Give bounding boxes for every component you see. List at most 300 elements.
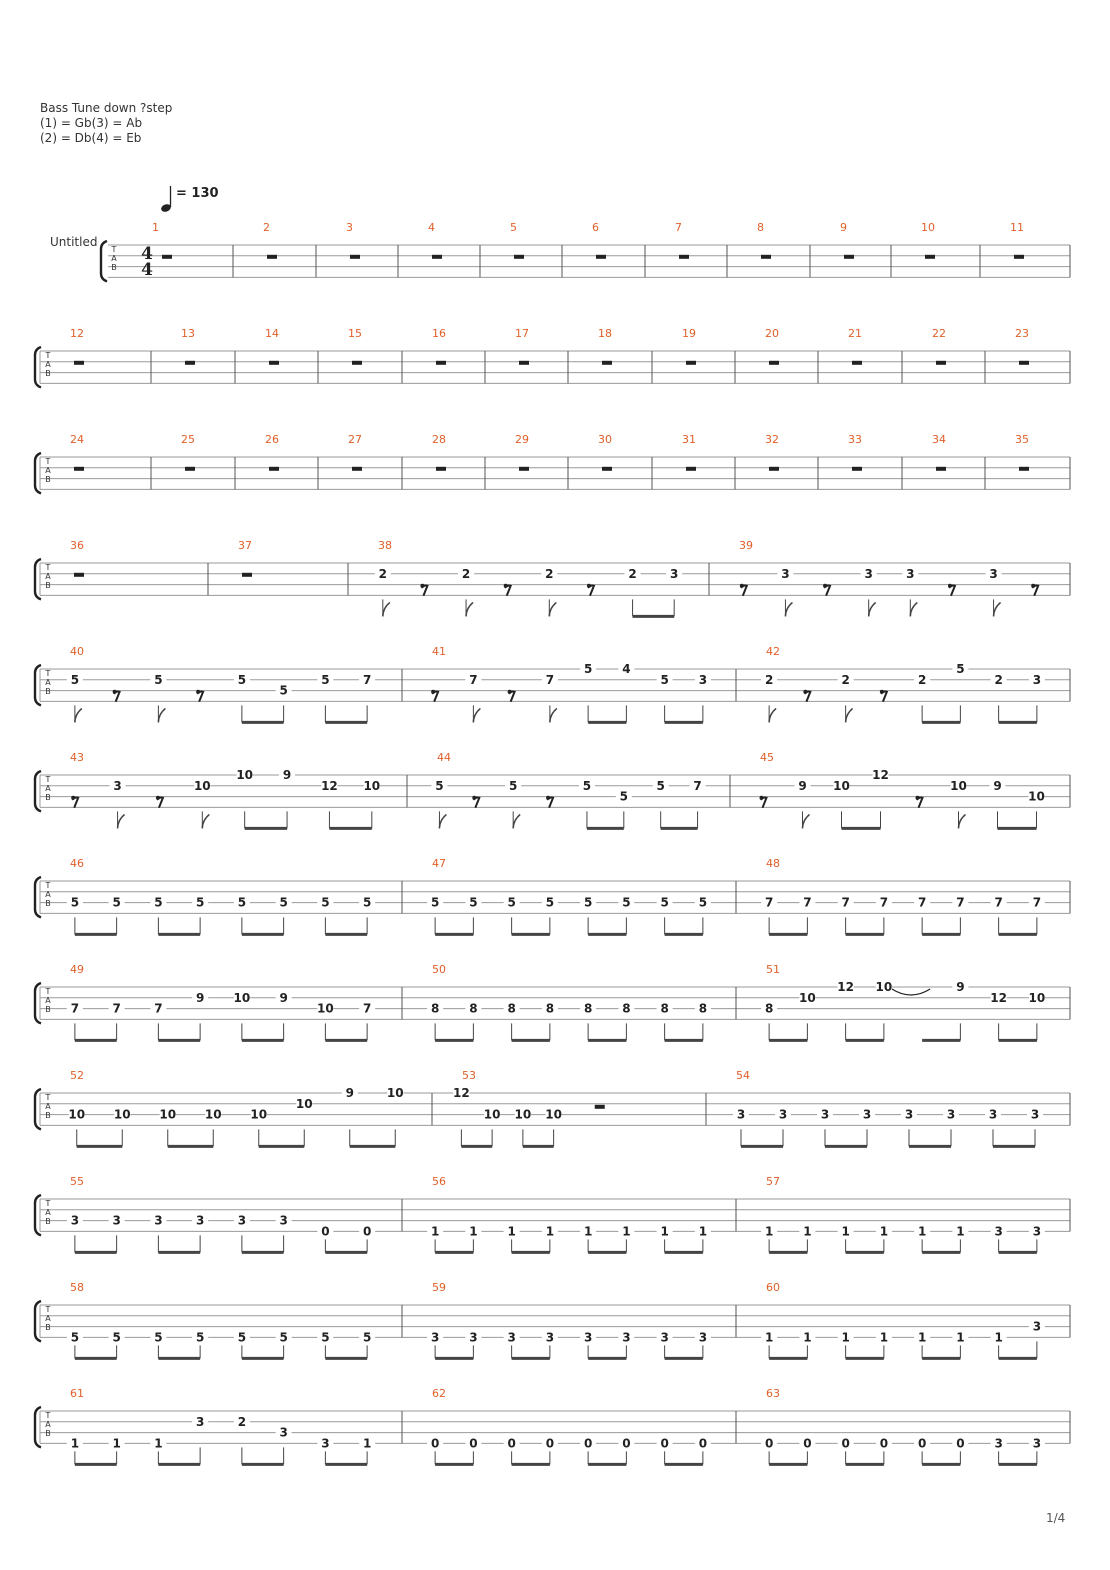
fret-number: 0: [507, 1436, 516, 1451]
fret-number: 3: [994, 1224, 1003, 1239]
fret-number: 2: [841, 672, 850, 687]
fret-number: 3: [778, 1107, 788, 1122]
measure-number: 58: [70, 1281, 84, 1294]
fret-number: 7: [362, 1001, 372, 1016]
eighth-rest-dot: [587, 584, 591, 588]
fret-number: 3: [660, 1330, 669, 1345]
note-flag: [513, 814, 520, 828]
fret-number: 5: [656, 778, 665, 793]
fret-number: 5: [154, 895, 163, 910]
fret-number: 3: [430, 1330, 440, 1345]
whole-rest: [432, 255, 442, 259]
tempo-value: = 130: [176, 186, 219, 201]
measure-number: 53: [462, 1069, 476, 1082]
tab-clef-letter: T: [45, 563, 51, 572]
fret-number: 10: [386, 1086, 404, 1100]
fret-number: 7: [917, 895, 927, 910]
eighth-rest-dot: [420, 584, 424, 588]
fret-number: 5: [698, 895, 708, 910]
eighth-rest-dot: [196, 690, 200, 694]
measure: [848, 433, 862, 471]
fret-number: 3: [781, 566, 790, 581]
measure-number: 33: [848, 433, 862, 446]
tie-arc: [892, 989, 930, 995]
page-number: 1/4: [1046, 1511, 1066, 1525]
measure-number: 7: [675, 221, 682, 234]
fret-number: 5: [154, 672, 163, 687]
note-flag: [118, 814, 125, 828]
measure-number: 34: [932, 433, 946, 446]
measure: [70, 539, 84, 577]
measure-number: 12: [70, 327, 84, 340]
measure: [67, 963, 375, 1040]
measure-number: 23: [1015, 327, 1029, 340]
measure-number: 9: [840, 221, 847, 234]
fret-number: 1: [803, 1224, 812, 1239]
fret-number: 10: [193, 778, 211, 793]
system-bracket: [101, 241, 107, 281]
measure-number: 30: [598, 433, 612, 446]
note-flag: [550, 708, 557, 722]
fret-number: 3: [862, 1107, 872, 1122]
fret-number: 0: [469, 1436, 478, 1451]
fret-number: 10: [833, 778, 850, 793]
fret-number: 5: [660, 895, 669, 910]
tab-clef-letter: A: [45, 1208, 51, 1217]
whole-rest: [352, 467, 362, 471]
fret-number: 3: [1032, 1436, 1042, 1451]
measure: [265, 327, 279, 365]
measure: [921, 221, 935, 259]
fret-number: 9: [195, 990, 205, 1005]
tab-clef-letter: T: [45, 1305, 51, 1314]
fret-number: 2: [917, 672, 927, 687]
measure: [181, 327, 195, 365]
tab-clef-letter: A: [45, 1314, 51, 1323]
measure: [427, 857, 711, 934]
fret-number: 3: [195, 1414, 205, 1429]
tab-clef-letter: A: [45, 466, 51, 475]
fret-number: 3: [469, 1330, 478, 1345]
fret-number: 5: [545, 895, 555, 910]
measure: [675, 221, 689, 259]
measure-number: 22: [932, 327, 946, 340]
fret-number: 8: [764, 1001, 774, 1016]
fret-number: 5: [321, 1330, 330, 1345]
measure: [67, 857, 375, 934]
measure-number: 35: [1015, 433, 1029, 446]
fret-number: 7: [112, 1001, 121, 1016]
whole-rest: [436, 467, 446, 471]
fret-number: 7: [1032, 895, 1042, 910]
measure-number: 27: [348, 433, 362, 446]
fret-number: 10: [204, 1107, 222, 1122]
whole-rest: [844, 255, 854, 259]
measure: [598, 327, 612, 365]
fret-number: 5: [321, 672, 330, 687]
whole-rest: [185, 361, 195, 365]
measure: [733, 1069, 1043, 1146]
fret-number: 10: [295, 1096, 313, 1111]
measure-number: 36: [70, 539, 84, 552]
whole-rest: [74, 573, 84, 577]
staff-system: [35, 963, 1070, 1040]
tab-clef-letter: T: [45, 987, 51, 996]
fret-number: 5: [430, 895, 440, 910]
fret-number: 3: [112, 1213, 121, 1228]
note-flag: [473, 708, 480, 722]
measure-number: 41: [432, 645, 446, 658]
note-flag: [75, 708, 82, 722]
measure: [682, 433, 696, 471]
fret-number: 5: [362, 895, 372, 910]
fret-number: 7: [70, 1001, 80, 1016]
measure-number: 44: [437, 751, 451, 764]
fret-number: 10: [233, 990, 251, 1005]
fret-number: 2: [994, 672, 1003, 687]
measure-number: 55: [70, 1175, 84, 1188]
note-flag: [785, 602, 792, 616]
fret-number: 0: [583, 1436, 593, 1451]
measure: [181, 433, 195, 471]
whole-rest: [852, 467, 862, 471]
tab-clef-letter: B: [45, 1217, 51, 1226]
fret-number: 7: [693, 778, 702, 793]
measure-number: 49: [70, 963, 84, 976]
measure-number: 40: [70, 645, 84, 658]
fret-number: 7: [841, 895, 850, 910]
fret-number: 3: [904, 1107, 914, 1122]
tab-clef-letter: T: [45, 881, 51, 890]
fret-number: 7: [469, 672, 478, 687]
measure-number: 13: [181, 327, 195, 340]
fret-number: 8: [698, 1001, 708, 1016]
measure: [427, 1175, 711, 1252]
measure-number: 47: [432, 857, 446, 870]
measure-number: 19: [682, 327, 696, 340]
fret-number: 1: [112, 1436, 121, 1451]
whole-rest: [1019, 467, 1029, 471]
measure-number: 54: [736, 1069, 750, 1082]
whole-rest: [74, 467, 84, 471]
fret-number: 5: [583, 662, 593, 676]
measure-number: 17: [515, 327, 529, 340]
measure: [427, 963, 711, 1040]
fret-number: 0: [841, 1436, 850, 1451]
measure: [932, 327, 946, 365]
fret-number: 1: [956, 1330, 965, 1345]
fret-number: 12: [453, 1086, 470, 1100]
eighth-rest-dot: [508, 690, 512, 694]
whole-rest: [519, 467, 529, 471]
tab-clef-letter: B: [45, 1005, 51, 1014]
whole-rest: [267, 255, 277, 259]
measure: [932, 433, 946, 471]
whole-rest: [596, 255, 606, 259]
whole-rest: [769, 467, 779, 471]
fret-number: 9: [993, 778, 1002, 793]
measure: [67, 1281, 375, 1358]
fret-number: 9: [345, 1086, 354, 1100]
whole-rest: [352, 361, 362, 365]
fret-number: 5: [279, 683, 288, 698]
fret-number: 10: [236, 768, 254, 782]
fret-number: 5: [237, 1330, 247, 1345]
tab-clef-letter: A: [45, 360, 51, 369]
fret-number: 10: [799, 990, 816, 1005]
measure: [67, 645, 375, 722]
tab-clef-letter: A: [45, 678, 51, 687]
measure-number: 16: [432, 327, 446, 340]
measure: [682, 327, 696, 365]
fret-number: 5: [279, 1330, 288, 1345]
measure-number: 59: [432, 1281, 446, 1294]
fret-number: 8: [507, 1001, 516, 1016]
measure-number: 29: [515, 433, 529, 446]
measure-number: 15: [348, 327, 362, 340]
fret-number: 3: [670, 566, 679, 581]
whole-rest: [602, 361, 612, 365]
fret-number: 3: [988, 1107, 998, 1122]
fret-number: 5: [582, 778, 592, 793]
note-flag: [994, 602, 1001, 616]
measure-number: 38: [378, 539, 392, 552]
note-flag: [803, 814, 810, 828]
measure-number: 61: [70, 1387, 84, 1400]
measure: [263, 221, 277, 259]
fret-number: 3: [698, 672, 708, 687]
fret-number: 7: [764, 895, 774, 910]
tab-clef-letter: B: [45, 581, 51, 590]
fret-number: 10: [514, 1107, 532, 1122]
fret-number: 5: [956, 662, 965, 676]
tab-clef-letter: T: [45, 1411, 51, 1420]
whole-rest: [514, 255, 524, 259]
measure: [428, 221, 442, 259]
fret-number: 10: [250, 1107, 268, 1122]
fret-number: 10: [317, 1001, 334, 1016]
fret-number: 10: [483, 1107, 501, 1122]
fret-number: 8: [622, 1001, 631, 1016]
staff-system: [35, 327, 1070, 387]
fret-number: 0: [764, 1436, 774, 1451]
fret-number: 0: [321, 1224, 330, 1239]
fret-number: 1: [879, 1330, 889, 1345]
measure-number: 52: [70, 1069, 84, 1082]
measure: [265, 433, 279, 471]
measure: [761, 1281, 1045, 1358]
tab-clef-letter: T: [45, 351, 51, 360]
tab-clef-letter: B: [45, 793, 51, 802]
eighth-rest-dot: [546, 796, 550, 800]
measure-number: 57: [766, 1175, 780, 1188]
fret-number: 5: [195, 895, 205, 910]
measure: [598, 433, 612, 471]
measure-number: 3: [346, 221, 353, 234]
fret-number: 12: [837, 980, 854, 994]
tab-clef-letter: A: [45, 572, 51, 581]
fret-number: 0: [430, 1436, 440, 1451]
fret-number: 1: [803, 1330, 812, 1345]
tab-clef-letter: T: [111, 245, 117, 254]
fret-number: 4: [622, 662, 631, 676]
tab-clef-letter: A: [45, 1420, 51, 1429]
measure-number: 46: [70, 857, 84, 870]
measure-number: 8: [757, 221, 764, 234]
fret-number: 3: [583, 1330, 593, 1345]
fret-number: 9: [956, 980, 965, 994]
fret-number: 10: [950, 778, 967, 793]
measure: [348, 327, 362, 365]
eighth-rest-dot: [71, 796, 75, 800]
measure: [431, 645, 711, 722]
fret-number: 3: [1030, 1107, 1040, 1122]
measure-number: 6: [592, 221, 599, 234]
eighth-rest-dot: [823, 584, 827, 588]
tab-clef-letter: T: [45, 1093, 51, 1102]
eighth-rest-dot: [916, 796, 920, 800]
fret-number: 10: [1028, 789, 1045, 804]
whole-rest: [269, 467, 279, 471]
measure-number: 11: [1010, 221, 1024, 234]
whole-rest: [936, 467, 946, 471]
fret-number: 5: [195, 1330, 205, 1345]
measure-number: 28: [432, 433, 446, 446]
note-flag: [466, 602, 473, 616]
fret-number: 2: [545, 566, 554, 581]
measure: [510, 221, 524, 259]
measure: [348, 433, 362, 471]
fret-number: 7: [879, 895, 889, 910]
tab-clef-letter: A: [45, 1102, 51, 1111]
measure: [346, 221, 360, 259]
staff-system: [35, 1281, 1070, 1358]
fret-number: 1: [917, 1330, 927, 1345]
measure: [427, 1387, 711, 1464]
eighth-rest-dot: [740, 584, 744, 588]
fret-number: 5: [279, 895, 288, 910]
fret-number: 10: [1028, 990, 1046, 1005]
fret-number: 0: [879, 1436, 889, 1451]
fret-number: 8: [430, 1001, 440, 1016]
eighth-rest-dot: [760, 796, 764, 800]
fret-number: 5: [362, 1330, 372, 1345]
fret-number: 1: [430, 1224, 440, 1239]
staff-system: [35, 1175, 1070, 1252]
note-flag: [910, 602, 917, 616]
eighth-rest-dot: [504, 584, 508, 588]
measure: [761, 857, 1045, 934]
tuning-line-2: (2) = Db(4) = Eb: [40, 131, 142, 145]
measure: [238, 539, 252, 577]
fret-number: 10: [545, 1107, 562, 1122]
measure-number: 32: [765, 433, 779, 446]
fret-number: 8: [469, 1001, 478, 1016]
fret-number: 1: [583, 1224, 593, 1239]
fret-number: 1: [622, 1224, 631, 1239]
fret-number: 3: [622, 1330, 631, 1345]
measure-number: 60: [766, 1281, 780, 1294]
measure: [515, 433, 529, 471]
tuning-line-1: (1) = Gb(3) = Ab: [40, 116, 143, 130]
fret-number: 1: [362, 1436, 372, 1451]
measure-number: 48: [766, 857, 780, 870]
whole-rest: [269, 361, 279, 365]
staff-system: [35, 751, 1070, 828]
fret-number: 3: [820, 1107, 830, 1122]
fret-number: 5: [583, 895, 593, 910]
measure-number: 14: [265, 327, 279, 340]
measure-number: 45: [760, 751, 774, 764]
measure: [757, 221, 771, 259]
whole-rest: [602, 467, 612, 471]
measure-number: 56: [432, 1175, 446, 1188]
measure: [70, 751, 380, 828]
measure: [453, 1069, 605, 1146]
fret-number: 12: [321, 778, 338, 793]
tab-clef-letter: B: [45, 1429, 51, 1438]
eighth-rest-dot: [156, 796, 160, 800]
fret-number: 3: [154, 1213, 163, 1228]
fret-number: 0: [622, 1436, 631, 1451]
fret-number: 0: [917, 1436, 927, 1451]
measure: [761, 1387, 1045, 1464]
fret-number: 1: [841, 1330, 850, 1345]
whole-rest: [1019, 361, 1029, 365]
measure: [67, 1387, 375, 1464]
fret-number: 10: [68, 1107, 86, 1122]
measure: [765, 327, 779, 365]
whole-rest: [679, 255, 689, 259]
staff-system: [35, 539, 1070, 616]
note-flag: [202, 814, 209, 828]
measure: [840, 221, 854, 259]
fret-number: 3: [237, 1213, 247, 1228]
fret-number: 8: [545, 1001, 555, 1016]
time-signature-bottom: 4: [141, 260, 153, 280]
whole-rest: [519, 361, 529, 365]
note-flag: [439, 814, 446, 828]
fret-number: 2: [461, 566, 471, 581]
whole-rest: [350, 255, 360, 259]
half-rest: [595, 1105, 605, 1109]
staff-system: [101, 221, 1070, 281]
fret-number: 5: [154, 1330, 163, 1345]
whole-rest: [74, 361, 84, 365]
tab-clef-letter: T: [45, 775, 51, 784]
whole-rest: [436, 361, 446, 365]
fret-number: 3: [736, 1107, 746, 1122]
measure: [592, 221, 606, 259]
fret-number: 1: [469, 1224, 478, 1239]
measure-number: 50: [432, 963, 446, 976]
fret-number: 1: [660, 1224, 669, 1239]
measure-number: 51: [766, 963, 780, 976]
measure: [70, 327, 84, 365]
fret-number: 5: [469, 895, 478, 910]
fret-number: 7: [994, 895, 1003, 910]
fret-number: 12: [990, 990, 1007, 1005]
staff-system: [35, 645, 1070, 722]
fret-number: 0: [660, 1436, 669, 1451]
fret-number: 2: [237, 1414, 247, 1429]
eighth-rest-dot: [431, 690, 435, 694]
fret-number: 10: [113, 1107, 131, 1122]
fret-number: 3: [1032, 1224, 1042, 1239]
measure-number: 21: [848, 327, 862, 340]
fret-number: 2: [628, 566, 637, 581]
whole-rest: [686, 361, 696, 365]
